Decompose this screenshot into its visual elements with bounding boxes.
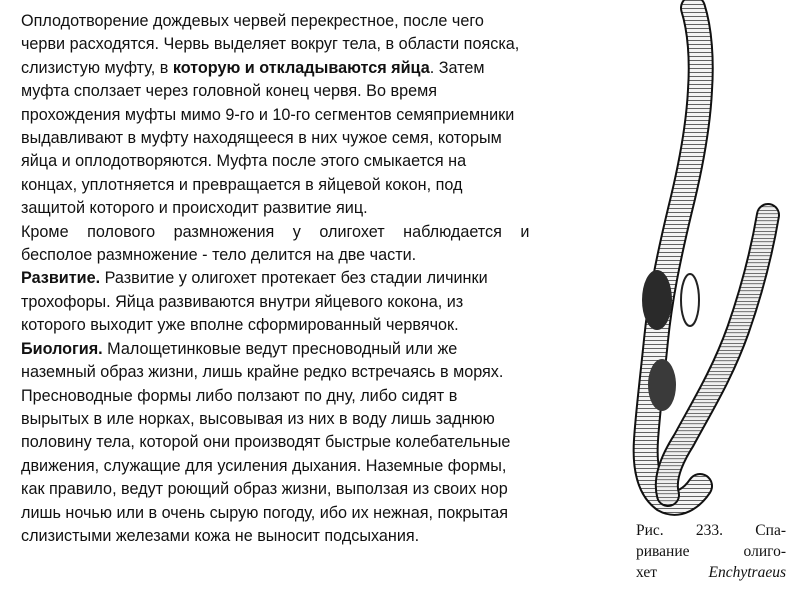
text-line <box>21 338 633 361</box>
text-line: трохофоры. Яйца развиваются внутри яйцевого кокона, из <box>21 292 464 311</box>
clitellum-dark <box>642 270 672 330</box>
text-line: вырытых в иле норках, высовывая из них в воду лишь заднюю <box>21 409 495 428</box>
section-heading: Развитие. <box>21 269 101 288</box>
section-heading: Биология. <box>21 339 103 358</box>
text-line: Пресноводные формы либо ползают по дну, либо сидят в <box>21 386 458 405</box>
worm-segment-detail <box>681 274 699 326</box>
text-line: муфта сползает через головной конец червя. Во время <box>21 82 437 101</box>
text-fragment: . Затем <box>429 58 485 77</box>
text-line: прохождения муфты мимо 9-го и 10-го сегментов семяприемники <box>21 105 515 124</box>
text-fragment: слизистую муфту, в <box>21 58 173 77</box>
text-line: движения, служащие для усиления дыхания. Наземные формы, <box>21 456 507 475</box>
text-line: черви расходятся. Червь выделяет вокруг тела, в области пояска, <box>21 35 520 54</box>
text-line: защитой которого и происходит развитие яиц. <box>21 199 368 218</box>
text-line: которого выходит уже вполне сформированный червячок. <box>21 316 459 335</box>
bold-phrase: которую и откладываются яйца <box>172 58 430 77</box>
figure-caption <box>636 520 786 583</box>
text-line <box>21 267 633 290</box>
caption-line <box>636 562 786 583</box>
text-line <box>21 57 633 80</box>
text-line: половину тела, которой они производят быстрые колебательные <box>21 433 511 452</box>
text-line: слизистыми железами кожа не выносит подсыхания. <box>21 526 420 545</box>
text-line: выдавливают в муфту находящееся в них чужое семя, которым <box>21 129 502 148</box>
text-line: Оплодотворение дождевых червей перекрестное, после чего <box>21 12 484 30</box>
text-line: наземный образ жизни, лишь крайне редко встречаясь в морях. <box>21 363 504 382</box>
text-line: бесполое размножение - тело делится на две части. <box>21 246 417 265</box>
text-line: как правило, ведут роющий образ жизни, выползая из своих нор <box>21 480 508 499</box>
clitellum-light <box>648 359 676 411</box>
text-line: яйца и оплодотворяются. Муфта после этого смыкается на <box>21 152 467 171</box>
text-fragment: Развитие у олигохет протекает без стадии личинки <box>100 269 488 288</box>
caption-fragment: хет <box>636 564 709 581</box>
caption-species: Enchytraeus <box>708 564 786 581</box>
text-line: концах, уплотняется и превращается в яйцевой кокон, под <box>21 175 463 194</box>
main-text <box>21 10 633 548</box>
caption-line: Рис. 233. Спа- <box>636 522 786 539</box>
text-line: Кроме полового размножения у олигохет наблюдается и <box>21 222 530 241</box>
caption-line: ривание олиго- <box>636 543 786 560</box>
text-fragment: Малощетинковые ведут пресноводный или же <box>102 339 458 358</box>
text-line: лишь ночью или в очень сырую погоду, ибо их нежная, покрытая <box>21 503 508 522</box>
worm-illustration <box>600 0 800 600</box>
